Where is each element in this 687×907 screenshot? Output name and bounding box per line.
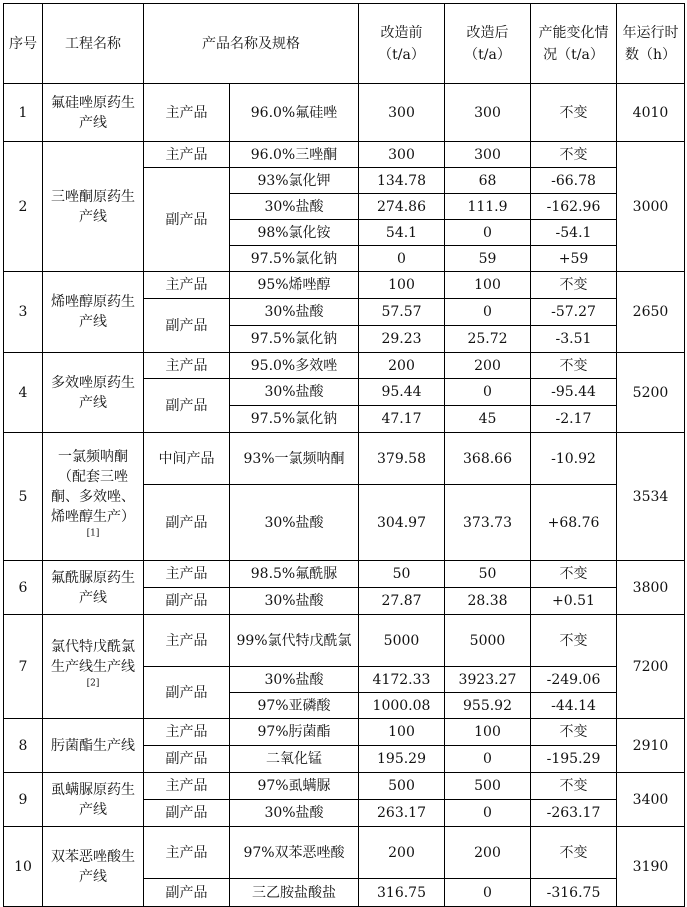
row-hours: 2650 (617, 272, 685, 353)
row-project: 三唑酮原药生产线 (43, 142, 144, 272)
row-project: 烯唑醇原药生产线 (43, 272, 144, 353)
table-row (4, 272, 685, 299)
row-change: +68.76 (531, 485, 617, 561)
row-seq: 5 (4, 433, 43, 561)
row-after: 111.9 (445, 194, 531, 220)
row-before: 200 (359, 353, 445, 379)
row-spec: 三乙胺盐酸盐 (230, 879, 359, 907)
row-category: 副产品 (144, 879, 230, 907)
row-spec: 二氧化锰 (230, 746, 359, 773)
header-after: 改造后（t/a） (445, 4, 531, 84)
row-before: 300 (359, 84, 445, 142)
table-row (4, 615, 685, 667)
row-change: -162.96 (531, 194, 617, 220)
row-change: -10.92 (531, 433, 617, 485)
row-before: 200 (359, 827, 445, 879)
row-category: 主产品 (144, 142, 230, 168)
row-category: 副产品 (144, 485, 230, 561)
row-category: 副产品 (144, 800, 230, 827)
row-after: 373.73 (445, 485, 531, 561)
row-spec: 99%氯代特戊酰氯 (230, 615, 359, 667)
row-project: 虱螨脲原药生产线 (43, 773, 144, 827)
table-body (4, 84, 685, 907)
row-after: 368.66 (445, 433, 531, 485)
row-before: 379.58 (359, 433, 445, 485)
row-seq: 3 (4, 272, 43, 353)
row-after: 500 (445, 773, 531, 800)
row-hours: 3800 (617, 561, 685, 615)
row-spec: 30%盐酸 (230, 194, 359, 220)
row-project: 氟酰脲原药生产线 (43, 561, 144, 615)
row-category: 副产品 (144, 667, 230, 719)
table-row (4, 827, 685, 879)
row-change: 不变 (531, 142, 617, 168)
footnote-ref: [1] (86, 527, 100, 538)
row-change: 不变 (531, 773, 617, 800)
row-seq: 2 (4, 142, 43, 272)
row-seq: 10 (4, 827, 43, 907)
row-change: 不变 (531, 719, 617, 746)
table-row (4, 142, 685, 168)
row-project: 肟菌酯生产线 (43, 719, 144, 773)
row-before: 29.23 (359, 326, 445, 353)
row-before: 50 (359, 561, 445, 588)
row-category: 副产品 (144, 588, 230, 615)
row-before: 263.17 (359, 800, 445, 827)
row-after: 200 (445, 353, 531, 379)
row-project: 氯代特戊酰氯生产线生产线[2] (43, 615, 144, 719)
row-project: 双苯恶唑酸生产线 (43, 827, 144, 907)
header-before: 改造前（t/a） (359, 4, 445, 84)
row-before: 300 (359, 142, 445, 168)
header-seq: 序号 (4, 4, 43, 84)
row-hours: 3190 (617, 827, 685, 907)
row-category: 副产品 (144, 746, 230, 773)
row-spec: 97%双苯恶唑酸 (230, 827, 359, 879)
row-hours: 7200 (617, 615, 685, 719)
row-after: 0 (445, 800, 531, 827)
row-change: +59 (531, 246, 617, 272)
row-change: -195.29 (531, 746, 617, 773)
row-seq: 9 (4, 773, 43, 827)
row-change: -263.17 (531, 800, 617, 827)
row-after: 0 (445, 379, 531, 406)
row-spec: 93%氯化钾 (230, 168, 359, 194)
row-before: 0 (359, 246, 445, 272)
row-change: +0.51 (531, 588, 617, 615)
table-row (4, 561, 685, 588)
row-category: 主产品 (144, 773, 230, 800)
row-after: 5000 (445, 615, 531, 667)
row-category: 副产品 (144, 168, 230, 272)
row-spec: 97.5%氯化钠 (230, 326, 359, 353)
row-before: 27.87 (359, 588, 445, 615)
row-after: 100 (445, 719, 531, 746)
row-spec: 93%一氯频呐酮 (230, 433, 359, 485)
row-seq: 6 (4, 561, 43, 615)
row-before: 57.57 (359, 299, 445, 326)
row-before: 54.1 (359, 220, 445, 246)
row-spec: 96.0%氟硅唑 (230, 84, 359, 142)
row-after: 25.72 (445, 326, 531, 353)
row-before: 304.97 (359, 485, 445, 561)
row-change: 不变 (531, 353, 617, 379)
row-spec: 97.5%氯化钠 (230, 406, 359, 433)
row-before: 4172.33 (359, 667, 445, 693)
row-hours: 4010 (617, 84, 685, 142)
row-before: 195.29 (359, 746, 445, 773)
row-spec: 30%盐酸 (230, 299, 359, 326)
row-before: 274.86 (359, 194, 445, 220)
row-before: 100 (359, 719, 445, 746)
row-hours: 5200 (617, 353, 685, 433)
row-spec: 30%盐酸 (230, 667, 359, 693)
row-after: 28.38 (445, 588, 531, 615)
row-hours: 3400 (617, 773, 685, 827)
row-after: 0 (445, 879, 531, 907)
row-category: 主产品 (144, 353, 230, 379)
row-change: 不变 (531, 561, 617, 588)
footnote-ref: [2] (86, 677, 100, 688)
row-after: 200 (445, 827, 531, 879)
row-change: 不变 (531, 615, 617, 667)
row-after: 50 (445, 561, 531, 588)
row-spec: 97.5%氯化钠 (230, 246, 359, 272)
row-change: 不变 (531, 827, 617, 879)
row-seq: 1 (4, 84, 43, 142)
row-spec: 97%虱螨脲 (230, 773, 359, 800)
row-spec: 95%烯唑醇 (230, 272, 359, 299)
row-change: -95.44 (531, 379, 617, 406)
row-spec: 97%肟菌酯 (230, 719, 359, 746)
table-row (4, 353, 685, 379)
row-after: 300 (445, 84, 531, 142)
row-project: 一氯频呐酮（配套三唑酮、多效唑、烯唑醇生产）[1] (43, 433, 144, 561)
row-category: 中间产品 (144, 433, 230, 485)
row-change: -44.14 (531, 693, 617, 719)
row-category: 主产品 (144, 719, 230, 746)
row-change: -57.27 (531, 299, 617, 326)
row-spec: 30%盐酸 (230, 485, 359, 561)
row-project: 多效唑原药生产线 (43, 353, 144, 433)
row-seq: 4 (4, 353, 43, 433)
row-after: 955.92 (445, 693, 531, 719)
row-change: 不变 (531, 272, 617, 299)
row-before: 500 (359, 773, 445, 800)
row-before: 5000 (359, 615, 445, 667)
table-row (4, 773, 685, 800)
row-spec: 98.5%氟酰脲 (230, 561, 359, 588)
row-change: 不变 (531, 84, 617, 142)
row-change: -2.17 (531, 406, 617, 433)
row-before: 316.75 (359, 879, 445, 907)
table-row (4, 433, 685, 485)
row-spec: 95.0%多效唑 (230, 353, 359, 379)
row-spec: 30%盐酸 (230, 800, 359, 827)
row-category: 主产品 (144, 827, 230, 879)
row-category: 主产品 (144, 615, 230, 667)
row-hours: 3000 (617, 142, 685, 272)
row-after: 0 (445, 220, 531, 246)
row-spec: 98%氯化铵 (230, 220, 359, 246)
row-spec: 30%盐酸 (230, 588, 359, 615)
header-row (4, 4, 685, 84)
row-after: 0 (445, 746, 531, 773)
row-hours: 2910 (617, 719, 685, 773)
row-before: 95.44 (359, 379, 445, 406)
row-after: 0 (445, 299, 531, 326)
row-category: 主产品 (144, 272, 230, 299)
row-change: -249.06 (531, 667, 617, 693)
row-spec: 97%亚磷酸 (230, 693, 359, 719)
row-change: -54.1 (531, 220, 617, 246)
header-product: 产品名称及规格 (144, 4, 359, 84)
row-after: 59 (445, 246, 531, 272)
row-category: 主产品 (144, 561, 230, 588)
row-before: 134.78 (359, 168, 445, 194)
row-spec: 30%盐酸 (230, 379, 359, 406)
row-category: 副产品 (144, 379, 230, 433)
row-project: 氟硅唑原药生产线 (43, 84, 144, 142)
row-seq: 7 (4, 615, 43, 719)
header-hours: 年运行时数（h） (617, 4, 685, 84)
row-spec: 96.0%三唑酮 (230, 142, 359, 168)
row-hours: 3534 (617, 433, 685, 561)
row-category: 副产品 (144, 299, 230, 353)
row-after: 45 (445, 406, 531, 433)
row-after: 68 (445, 168, 531, 194)
header-change: 产能变化情况（t/a） (531, 4, 617, 84)
row-change: -3.51 (531, 326, 617, 353)
table-row (4, 84, 685, 142)
row-seq: 8 (4, 719, 43, 773)
header-project: 工程名称 (43, 4, 144, 84)
row-after: 3923.27 (445, 667, 531, 693)
row-category: 主产品 (144, 84, 230, 142)
row-before: 1000.08 (359, 693, 445, 719)
row-before: 100 (359, 272, 445, 299)
row-change: -316.75 (531, 879, 617, 907)
row-after: 100 (445, 272, 531, 299)
row-change: -66.78 (531, 168, 617, 194)
row-after: 300 (445, 142, 531, 168)
table-row (4, 719, 685, 746)
row-before: 47.17 (359, 406, 445, 433)
capacity-table (3, 3, 685, 907)
